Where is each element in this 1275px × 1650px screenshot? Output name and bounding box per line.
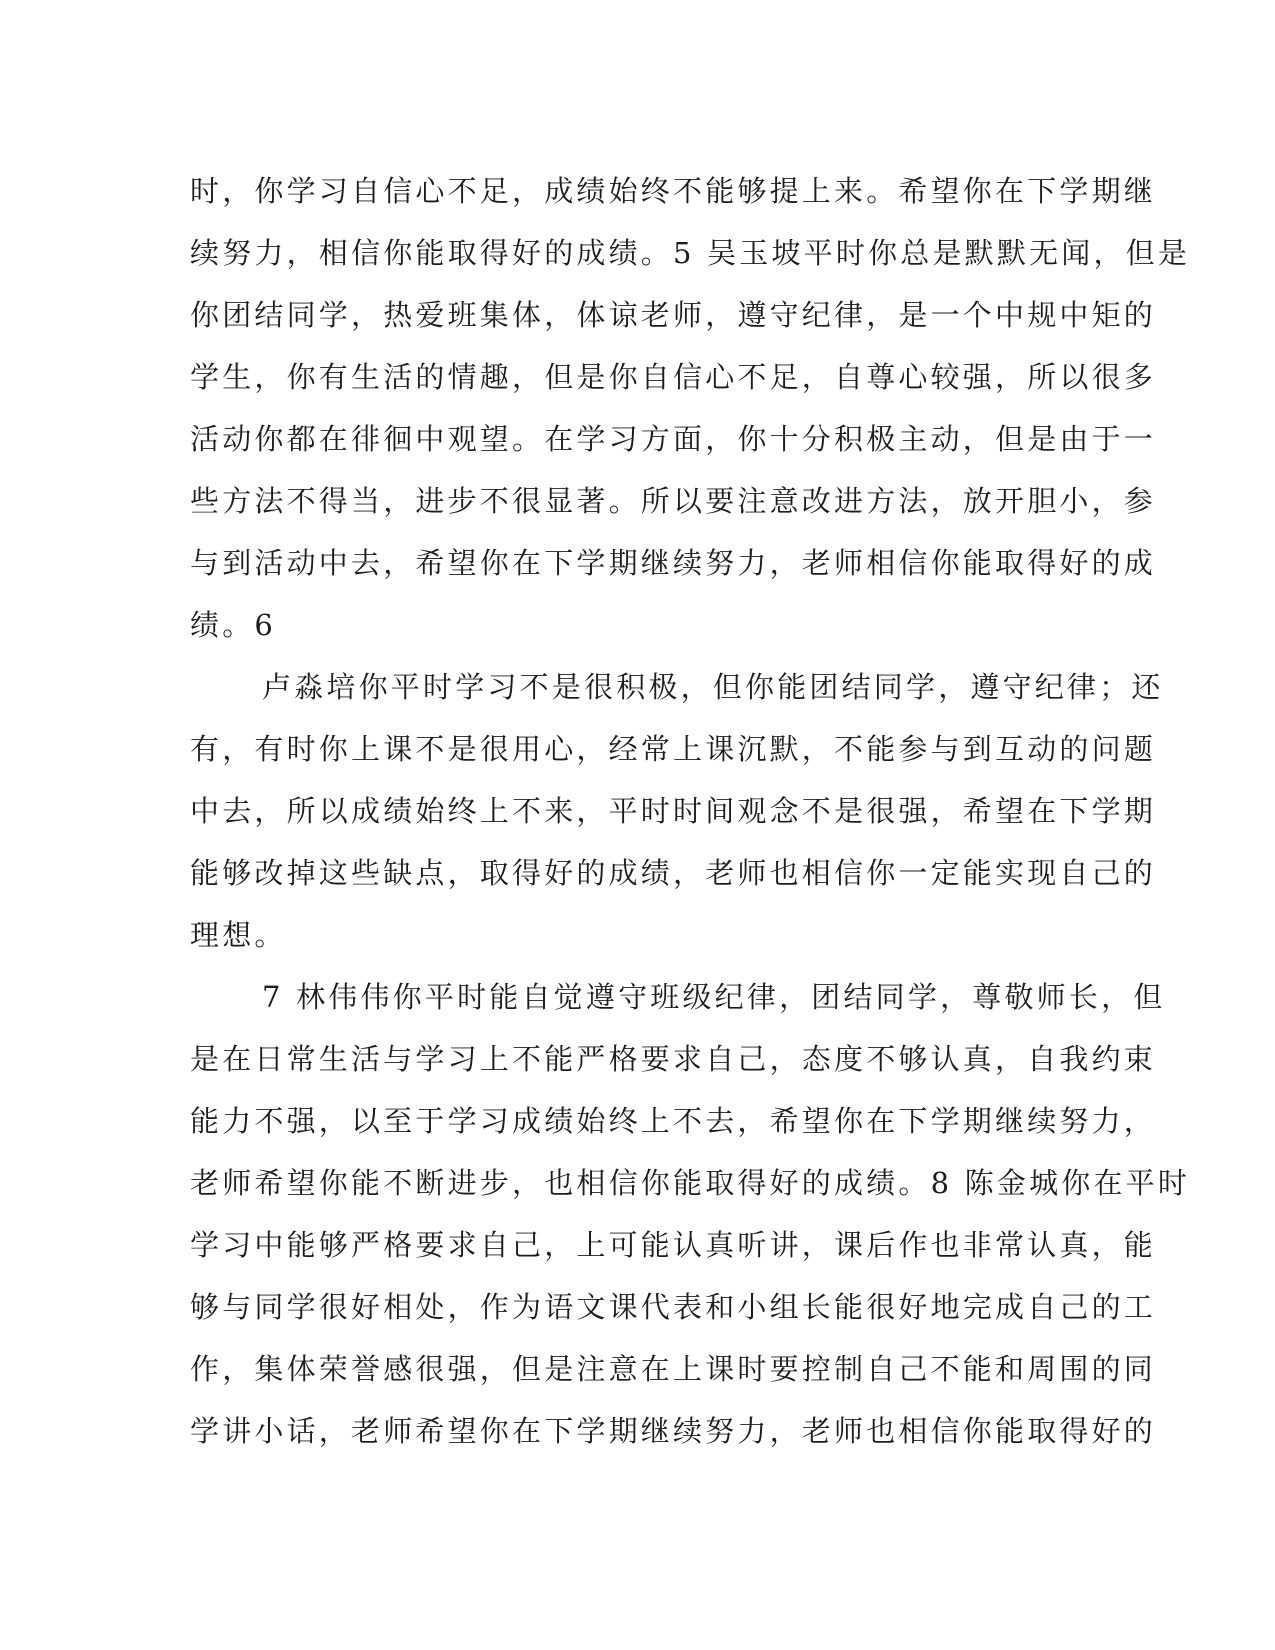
text-line: 绩。6: [190, 608, 277, 642]
paragraph-first-line: 7 林伟伟你平时能自觉遵守班级纪律，团结同学，尊敬师长，但: [262, 980, 1166, 1014]
text-line: 学生，你有生活的情趣，但是你自信心不足，自尊心较强，所以很多: [190, 360, 1157, 394]
text-line: 够与同学很好相处，作为语文课代表和小组长能很好地完成自己的工: [190, 1290, 1157, 1324]
text-line: 老师希望你能不断进步，也相信你能取得好的成绩。8 陈金城你在平时: [190, 1166, 1191, 1200]
text-line: 你团结同学，热爱班集体，体谅老师，遵守纪律，是一个中规中矩的: [190, 298, 1157, 332]
text-line: 中去，所以成绩始终上不来，平时时间观念不是很强，希望在下学期: [190, 794, 1157, 828]
text-line: 是在日常生活与学习上不能严格要求自己，态度不够认真，自我约束: [190, 1042, 1157, 1076]
text-line: 作，集体荣誉感很强，但是注意在上课时要控制自己不能和周围的同: [190, 1352, 1157, 1386]
text-line: 与到活动中去，希望你在下学期继续努力，老师相信你能取得好的成: [190, 546, 1157, 580]
text-line: 活动你都在徘徊中观望。在学习方面，你十分积极主动，但是由于一: [190, 422, 1157, 456]
text-line: 时，你学习自信心不足，成绩始终不能够提上来。希望你在下学期继: [190, 174, 1157, 208]
text-line: 续努力，相信你能取得好的成绩。5 吴玉坡平时你总是默默无闻，但是: [190, 236, 1191, 270]
text-line: 有，有时你上课不是很用心，经常上课沉默，不能参与到互动的问题: [190, 732, 1157, 766]
text-line: 学习中能够严格要求自己，上可能认真听讲，课后作也非常认真，能: [190, 1228, 1157, 1262]
text-line: 能够改掉这些缺点，取得好的成绩，老师也相信你一定能实现自己的: [190, 856, 1157, 890]
paragraph-first-line: 卢淼培你平时学习不是很积极，但你能团结同学，遵守纪律；还: [262, 670, 1164, 704]
document-body: [190, 160, 1191, 1462]
text-line: 些方法不得当，进步不很显著。所以要注意改进方法，放开胆小，参: [190, 484, 1157, 518]
text-line: 学讲小话，老师希望你在下学期继续努力，老师也相信你能取得好的: [190, 1414, 1157, 1448]
text-line: 理想。: [190, 918, 287, 952]
text-line: 能力不强，以至于学习成绩始终上不去，希望你在下学期继续努力，: [190, 1104, 1157, 1138]
